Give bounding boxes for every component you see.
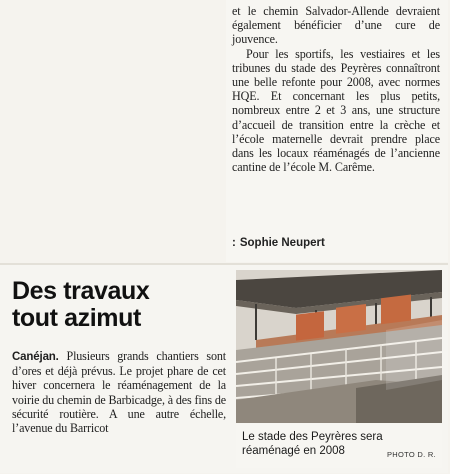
article-headline [12, 278, 227, 332]
headline-line-2: tout azimut [12, 304, 141, 332]
photo-credit: PHOTO D. R. [387, 450, 436, 459]
stadium-photo [236, 270, 442, 423]
byline-mark: : [232, 237, 236, 249]
article-place: Canéjan. [12, 351, 59, 363]
byline [232, 237, 325, 249]
top-article-paragraph-1: et le chemin Salvador-Allende devraient également bénéficier d’une cure de jouvence. [232, 4, 440, 47]
headline-line-1: Des travaux [12, 277, 150, 305]
article-body [12, 349, 226, 435]
photo-caption: Le stade des Peyrères sera réaménagé en 2008 [242, 431, 383, 457]
stadium-photo-illustration [236, 270, 442, 423]
top-article-text [232, 4, 440, 174]
photo-caption-box [236, 424, 442, 468]
byline-author: Sophie Neupert [239, 237, 325, 249]
article-body-text: Plusieurs grands chantiers sont d’ores et déjà prévus. Le projet phare de cet hiver concernera le réaménagement de la voirie du chemin de Barbicadge, à des fins de sécurité routière. A une autre échelle, l’avenue du Barricot [12, 349, 226, 436]
top-article-paragraph-2: Pour les sportifs, les vestiaires et les tribunes du stade des Peyrères connaîtront une belle refonte pour 2008, avec normes HQE. Et concernant les plus petits, nombreux entre 2 et 3 ans, une structure d’accueil de transition entre la crèche et l’école maternelle devrait prendre place dans les locaux réaménagés de l’ancienne cantine de l’école M. Carême. [232, 46, 440, 175]
